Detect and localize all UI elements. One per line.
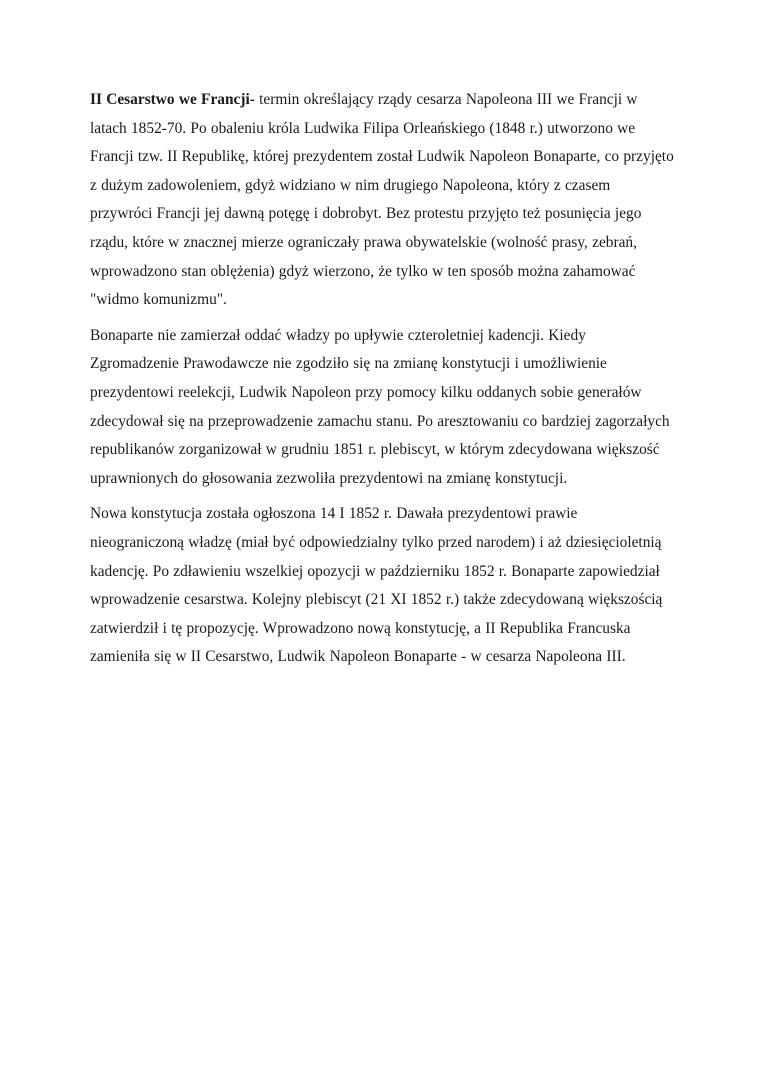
paragraph-intro-bold-term: II Cesarstwo we Francji- [90,91,255,108]
paragraph-constitution-text: Nowa konstytucja została ogłoszona 14 I 1852 r. Dawała prezydentowi prawie nieograniczoną władzę (miał być odpowiedzialny tylko przed narodem) i aż dziesięcioletnią kadencję. Po zdławieniu wszelkiej opozycji w październiku 1852 r. Bonaparte zapowiedział wprowadzenie cesarstwa. Kolejny plebiscyt (21 XI 1852 r.) także zdecydowaną większością zatwierdził i tę propozycję. Wprowadzono nową konstytucję, a II Republika Francuska zamieniła się w II Cesarstwo, Ludwik Napoleon Bonaparte - w cesarza Napoleona III. [90,505,663,666]
document-body [90,86,674,672]
paragraph-intro [90,86,674,315]
paragraph-coup-text: Bonaparte nie zamierzał oddać władzy po upływie czteroletniej kadencji. Kiedy Zgromadzenie Prawodawcze nie zgodziło się na zmianę konstytucji i umożliwienie prezydentowi reelekcji, Ludwik Napoleon przy pomocy kilku oddanych sobie generałów zdecydował się na przeprowadzenie zamachu stanu. Po aresztowaniu co bardziej zagorzałych republikanów zorganizował w grudniu 1851 r. plebiscyt, w którym zdecydowana większość uprawnionych do głosowania zezwoliła prezydentowi na zmianę konstytucji. [90,326,670,487]
paragraph-constitution [90,500,674,672]
paragraph-coup [90,322,674,494]
paragraph-intro-text: termin określający rządy cesarza Napoleona III we Francji w latach 1852-70. Po obaleniu króla Ludwika Filipa Orleańskiego (1848 r.) utworzono we Francji tzw. II Republikę, której prezydentem został Ludwik Napoleon Bonaparte, co przyjęto z dużym zadowoleniem, gdyż widziano w nim drugiego Napoleona, który z czasem przywróci Francji jej dawną potęgę i dobrobyt. Bez protestu przyjęto też posunięcia jego rządu, które w znacznej mierze ograniczały prawa obywatelskie (wolność prasy, zebrań, wprowadzono stan oblężenia) gdyż wierzono, że tylko w ten sposób można zahamować "widmo komunizmu". [90,91,674,309]
